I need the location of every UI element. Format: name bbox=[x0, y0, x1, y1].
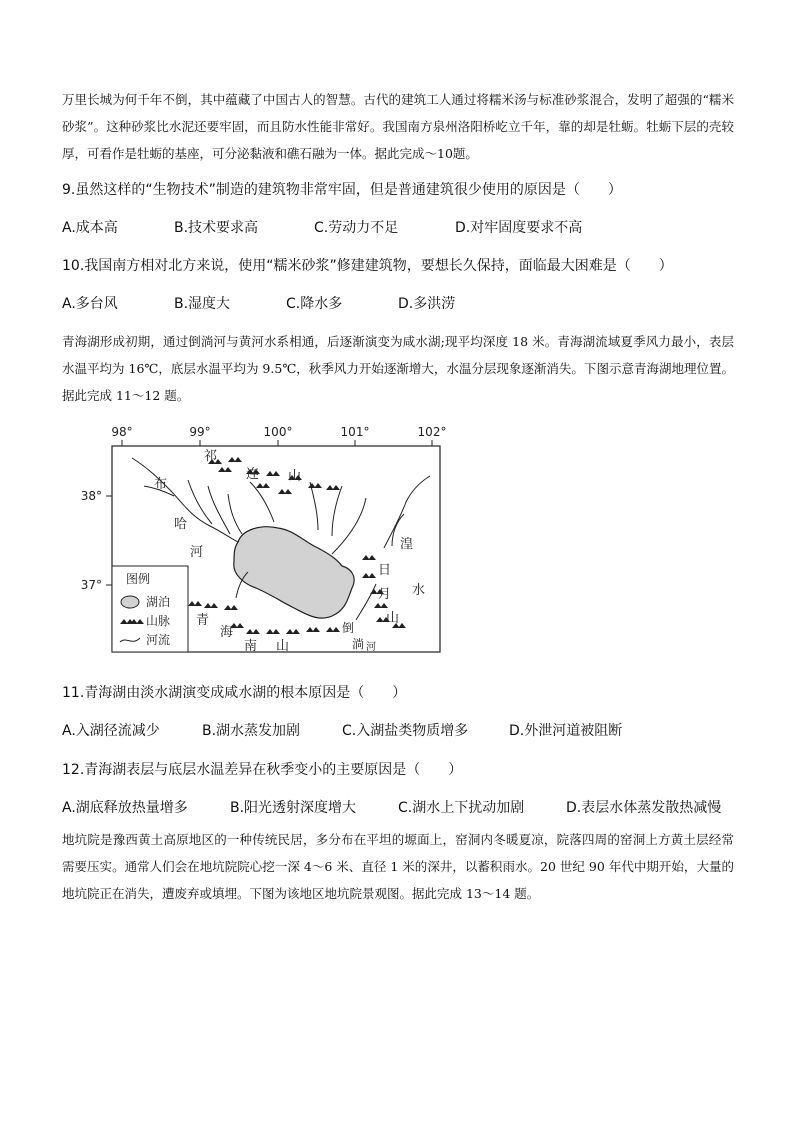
lat-label-38: 38° bbox=[80, 489, 102, 503]
label-qi: 祁 bbox=[204, 449, 218, 464]
lon-label-102: 102° bbox=[417, 425, 447, 439]
q9-option-b[interactable]: B.技术要求高 bbox=[174, 220, 259, 236]
label-shan1: 山 bbox=[288, 469, 302, 484]
daotang-river bbox=[356, 584, 376, 620]
q11-option-b[interactable]: B.湖水蒸发加剧 bbox=[202, 723, 301, 739]
lon-label-98: 98° bbox=[111, 425, 133, 439]
qinghai-lake-shape bbox=[234, 527, 354, 618]
q11-option-a[interactable]: A.入湖径流减少 bbox=[62, 723, 160, 739]
q9-option-d[interactable]: D.对牢固度要求不高 bbox=[455, 220, 583, 236]
q10-option-c[interactable]: C.降水多 bbox=[286, 296, 343, 312]
lon-label-101: 101° bbox=[340, 425, 370, 439]
question-10: 10.我国南方相对北方来说，使用“糯米砂浆”修建建筑物，要想长久保持，面临最大困难是（ ） bbox=[62, 258, 673, 274]
qilian-mountains bbox=[208, 457, 340, 494]
label-dao: 倒 bbox=[342, 621, 355, 635]
label-qing: 青 bbox=[196, 613, 210, 628]
question-11: 11.青海湖由淡水湖演变成咸水湖的根本原因是（ ） bbox=[62, 685, 407, 701]
q11-option-c[interactable]: C.入湖盐类物质增多 bbox=[342, 723, 469, 739]
legend-mountain-label: 山脉 bbox=[146, 614, 171, 628]
label-hai: 海 bbox=[220, 625, 234, 640]
label-huang: 湟 bbox=[400, 537, 414, 552]
question-9: 9.虽然这样的“生物技术”制造的建筑物非常牢固，但是普通建筑很少使用的原因是（ ） bbox=[62, 182, 622, 198]
label-ri: 日 bbox=[378, 563, 392, 578]
label-shan3: 山 bbox=[276, 639, 290, 654]
lon-label-100: 100° bbox=[263, 425, 293, 439]
q10-option-a[interactable]: A.多台风 bbox=[62, 296, 118, 312]
legend-title: 图例 bbox=[126, 572, 151, 586]
q10-option-d[interactable]: D.多洪涝 bbox=[398, 296, 456, 312]
q12-option-c[interactable]: C.湖水上下扰动加剧 bbox=[398, 800, 525, 816]
label-lian: 连 bbox=[246, 467, 260, 482]
question-12: 12.青海湖表层与底层水温差异在秋季变小的主要原因是（ ） bbox=[62, 762, 463, 778]
qinghai-lake-map bbox=[70, 418, 470, 658]
lon-label-99: 99° bbox=[189, 425, 211, 439]
passage-great-wall: 万里长城为何千年不倒，其中蕴藏了中国古人的智慧。古代的建筑工人通过将糯米汤与标准砂浆混合，发明了超强的“糯米砂浆”。这种砂浆比水泥还要牢固，而且防水性能非常好。我国南方泉州洛阳桥屹立千年，靠的却是牡蛎。牡蛎下层的壳较厚，可看作是牡蛎的基座，可分泌黏液和礁石融为一体。据此完成～10题。 bbox=[62, 92, 734, 161]
q12-option-d[interactable]: D.表层水体蒸发散热减慢 bbox=[566, 800, 722, 816]
q12-option-a[interactable]: A.湖底释放热量增多 bbox=[62, 800, 188, 816]
q12-option-b[interactable]: B.阳光透射深度增大 bbox=[230, 800, 357, 816]
passage-dikengyuan: 地坑院是豫西黄土高原地区的一种传统民居，多分布在平坦的塬面上，窑洞内冬暖夏凉，院落四周的窑洞上方黄土层经常需要压实。通常人们会在地坑院院心挖一深 4～6 米、直径 1 米的深井，以蓄积雨水。20 世纪 90 年代中期开始，大量的地坑院正在消失，遭废弃或填埋。下图为该地区地坑院景观图。据此完成 13～14 题。 bbox=[62, 832, 734, 901]
label-he: 河 bbox=[190, 545, 204, 560]
q11-option-d[interactable]: D.外泄河道被阻断 bbox=[509, 723, 623, 739]
q9-option-a[interactable]: A.成本高 bbox=[62, 220, 118, 236]
label-nan: 南 bbox=[244, 639, 258, 654]
label-shui: 水 bbox=[412, 583, 426, 598]
label-yue: 月 bbox=[378, 587, 392, 602]
label-he2: 河 bbox=[366, 642, 376, 653]
passage-qinghai-lake: 青海湖形成初期，通过倒淌河与黄河水系相通，后逐渐演变为咸水湖;现平均深度 18 米。青海湖流域夏季风力最小，表层水温平均为 16℃，底层水温平均为 9.5℃，秋季风力开始逐渐增大，水温分层现象逐渐消失。下图示意青海湖地理位置。据此完成 11～12 题。 bbox=[62, 334, 734, 403]
legend-lake-label: 湖泊 bbox=[146, 595, 171, 609]
legend-river-label: 河流 bbox=[146, 633, 171, 647]
q10-option-b[interactable]: B.湿度大 bbox=[174, 296, 231, 312]
lat-label-37: 37° bbox=[80, 578, 102, 592]
legend-lake-swatch bbox=[121, 596, 139, 608]
label-ha: 哈 bbox=[174, 517, 188, 532]
q9-option-c[interactable]: C.劳动力不足 bbox=[314, 220, 399, 236]
label-shan2: 山 bbox=[386, 611, 400, 626]
map-legend bbox=[112, 566, 188, 652]
label-tang: 淌 bbox=[352, 637, 365, 651]
label-bu: 布 bbox=[154, 477, 168, 492]
